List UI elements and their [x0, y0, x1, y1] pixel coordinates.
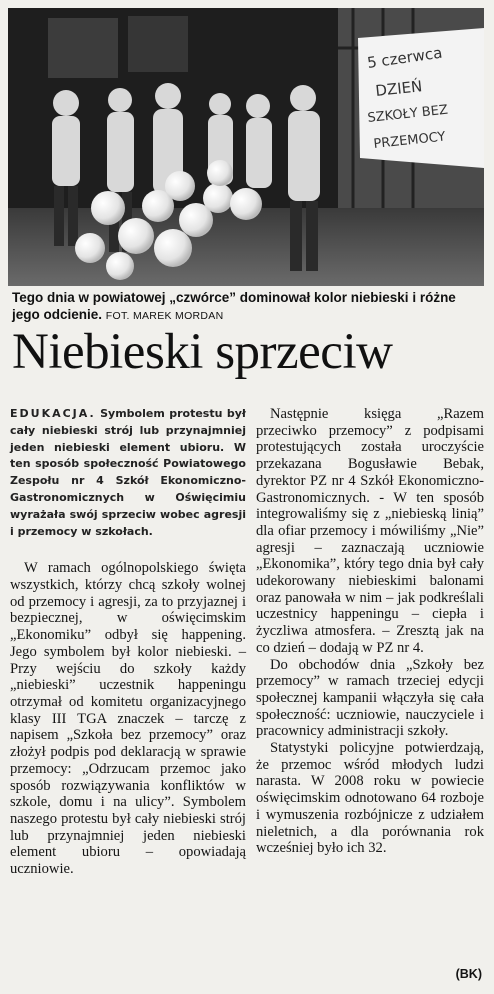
protest-banner — [358, 28, 484, 168]
article-headline: Niebieski sprzeciw — [12, 324, 393, 380]
right-column — [256, 406, 484, 857]
left-column — [10, 406, 246, 878]
article-lead — [10, 406, 246, 540]
body-paragraph: Do obchodów dnia „Szkoły bez przemocy” w ramach trzeciej edycji społecznej kampanii włączyła się cała społeczność: uczniowie, nauczyciele i pracownicy administracji szkoły. — [256, 656, 484, 740]
left-body — [10, 560, 246, 877]
body-paragraph: Następnie księga „Razem przeciwko przemocy” z podpisami protestujących została uroczyście przekazana Bogusławie Bebak, dyrektor PZ nr 4 Szkół Ekonomiczno-Gastronomicznych. - W ten sposób integrowaliśmy się z „niebieską linią” dla ofiar przemocy i mówiliśmy „Nie” agresji – zaznaczają uczniowie „Ekonomika”, który tego dnia był cały udekorowany niebieskimi balonami oraz panowała w nim – jak podkreślali uczestnicy happeningu – ciepła i życzliwa atmosfera. – Zresztą jak na co dzień – dodają w PZ nr 4. — [256, 406, 484, 656]
banner-line-1: 5 czerwca — [366, 43, 444, 72]
photo-credit: FOT. MAREK MORDAN — [105, 310, 224, 322]
lead-text: Symbolem protestu był cały niebieski strój lub przynajmniej jeden niebieski element ubioru. W ten sposób społeczność Powiatowego Zespołu nr 4 Szkół Ekonomiczno-Gastronomicznych w Oświęcimiu wyrażała swój sprzeciw wobec agresji i przemocy w szkołach. — [10, 407, 246, 538]
body-paragraph: Statystyki policyjne potwierdzają, że przemoc wśród młodych ludzi narasta. W 2008 roku w powiecie oświęcimskim odnotowano 64 rozboje i wymuszenia rozbójnicze z udziałem nieletnich, a dla porównania rok wcześniej było ich 32. — [256, 740, 484, 857]
photo-caption — [12, 289, 482, 325]
caption-text: Tego dnia w powiatowej „czwórce” dominował kolor niebieski i różne jego odcienie. — [12, 290, 456, 322]
banner-line-2: DZIEŃ — [374, 77, 424, 100]
body-paragraph: W ramach ogólnopolskiego święta wszystkich, którzy chcą szkoły wolnej od przemocy i agresji, za to przyjaznej i bezpiecznej, w oświęcimskim „Ekonomiku” odbył się happening. Jego symbolem był kolor niebieski. – Przy wejściu do szkoły każdy „niebieski” uczestnik happeningu otrzymał od komitetu organizacyjnego klasy III TGA znaczek – tarczę z napisem „Szkoła bez przemocy” oraz złożył podpis pod deklaracją w sprawie przemocy: „Odrzucam przemoc jako sposób rozwiązywania konfliktów w szkole, domu i na ulicy”. Symbolem naszego protestu był cały niebieski strój lub przynajmniej jeden niebieski element ubioru – opowiadają uczniowie. — [10, 560, 246, 878]
banner-line-4: PRZEMOCY — [372, 129, 447, 152]
article-photo — [8, 8, 484, 286]
banner-line-3: SZKOŁY BEZ — [366, 102, 449, 126]
author-signature: (BK) — [455, 967, 482, 981]
section-kicker: EDUKACJA. — [10, 407, 96, 420]
